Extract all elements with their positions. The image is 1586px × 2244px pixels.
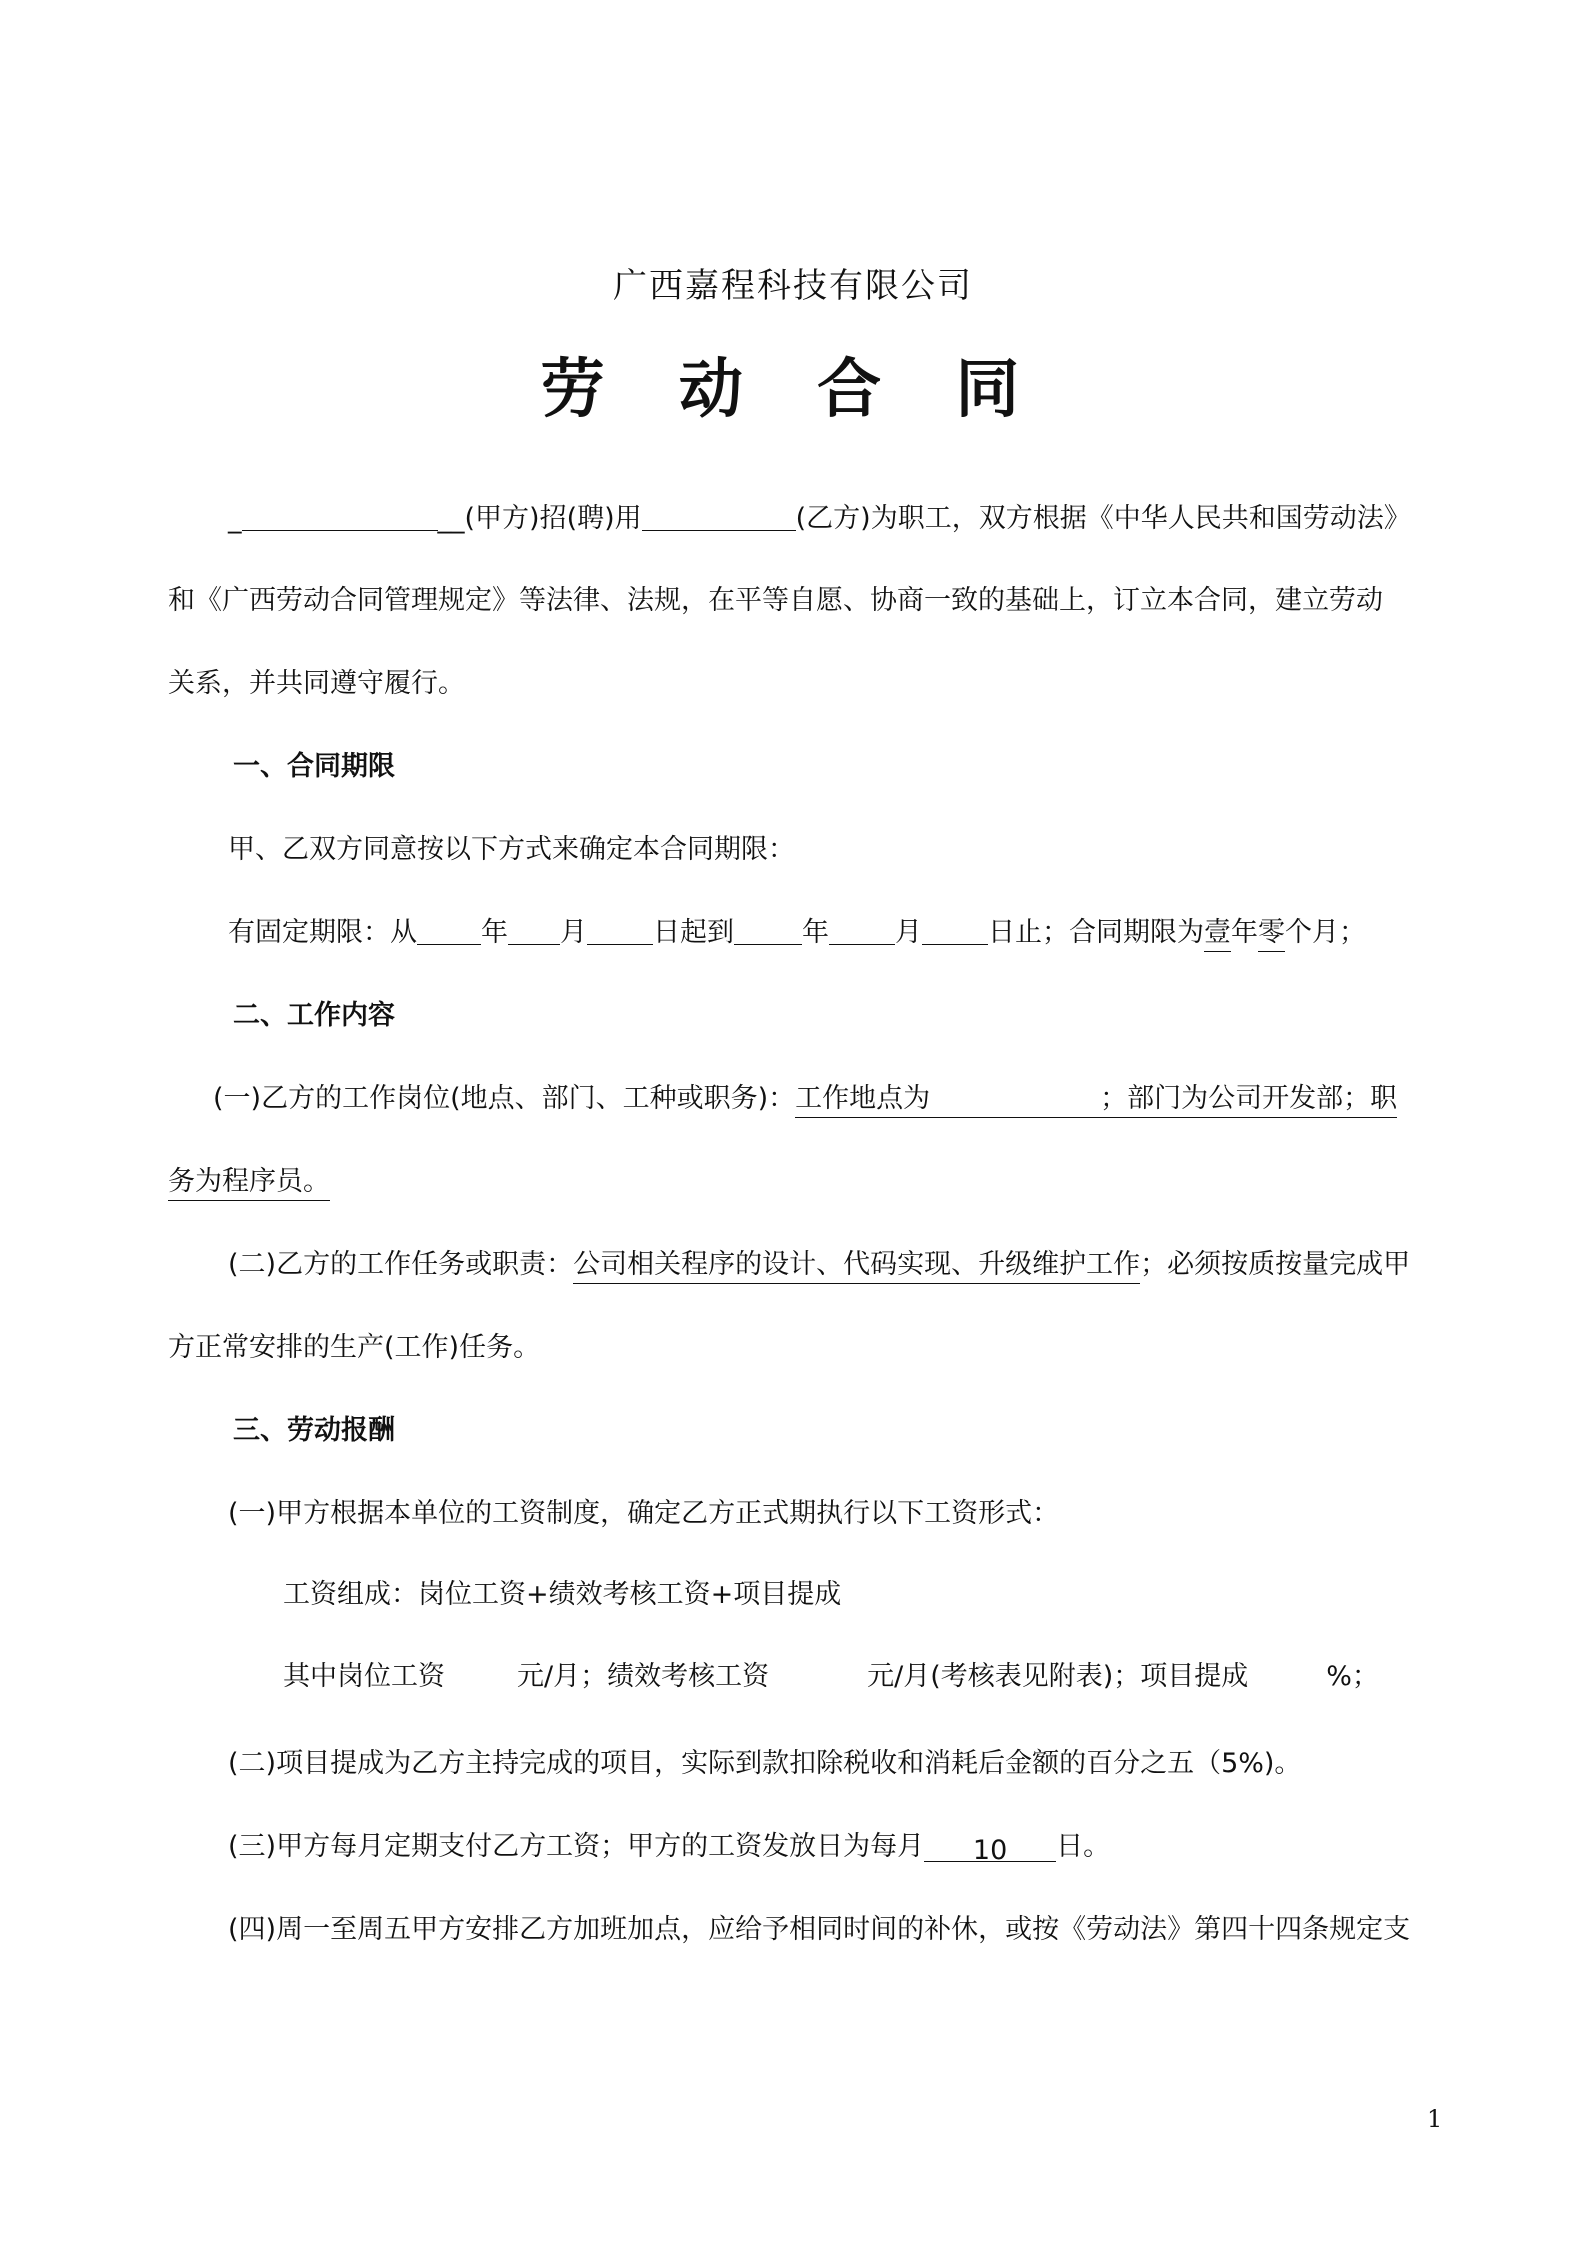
pay-day-value: 10 [924,1831,1056,1862]
month-label-2: 月 [895,917,922,948]
commission-label: 元/月(考核表见附表)；项目提成 [867,1661,1249,1692]
period-years-value: 壹 [1204,917,1231,952]
duties-label: (二)乙方的工作任务或职责： [228,1249,574,1280]
section-2-heading: 二、工作内容 [233,1000,395,1031]
intro-line-3: 关系，并共同遵守履行。 [168,668,465,699]
intro-line-2: 和《广西劳动合同管理规定》等法律、法规，在平等自愿、协商一致的基础上，订立本合同，建立劳动 [168,585,1383,616]
year-label: 年 [481,917,508,948]
wage-composition: 工资组成：岗位工资+绩效考核工资+项目提成 [283,1579,842,1610]
job-title-text: 务为程序员。 [168,1166,330,1201]
day-to-label: 日止；合同期限为 [988,917,1204,948]
company-name: 广西嘉程科技有限公司 [613,266,973,306]
section-3-heading: 三、劳动报酬 [233,1415,395,1446]
period-year-unit: 年 [1231,917,1258,948]
start-day-blank [587,914,653,945]
position-value [795,1083,1397,1118]
pay-day-label: (三)甲方每月定期支付乙方工资；甲方的工资发放日为每月 [228,1831,925,1862]
section-3-item-1: (一)甲方根据本单位的工资制度，确定乙方正式期执行以下工资形式： [228,1498,1060,1529]
end-day-blank [922,914,988,945]
document-title: 劳 动 合 同 [540,353,1046,427]
department-text: ；部门为公司开发部；职 [1100,1083,1398,1114]
intro-line-1 [228,499,1411,539]
base-wage-label: 其中岗位工资 [283,1661,445,1692]
period-month-unit: 个月； [1285,917,1366,948]
party-b-blank [642,500,796,531]
page-number: 1 [1427,2105,1443,2133]
section-3-item-3 [228,1827,1110,1867]
day-from-label: 日起到 [653,917,734,948]
section-2-item-1 [213,1079,1397,1119]
start-month-blank [508,914,560,945]
intro-prefix: _ [228,503,242,534]
section-2-item-2-cont: 方正常安排的生产(工作)任务。 [168,1332,541,1363]
duties-rest: ；必须按质按量完成甲 [1140,1249,1411,1280]
section-2-item-1-cont [168,1162,330,1202]
section-1-heading: 一、合同期限 [233,751,395,782]
intro-party-b-label: (乙方)为职工，双方根据《中华人民共和国劳动法》 [795,503,1411,534]
section-2-item-2 [228,1245,1410,1285]
workplace-label: 工作地点为 [795,1083,931,1114]
start-year-blank [417,914,481,945]
fixed-term-line [228,913,1366,953]
position-label: (一)乙方的工作岗位(地点、部门、工种或职务)： [213,1083,796,1114]
wage-detail [283,1657,1379,1697]
party-a-blank [242,500,438,531]
percent-sign: %； [1326,1661,1379,1692]
period-months-value: 零 [1258,917,1285,952]
end-year-blank [734,914,802,945]
section-3-item-2: (二)项目提成为乙方主持完成的项目，实际到款扣除税收和消耗后金额的百分之五（5%)。 [228,1748,1302,1779]
pay-day-suffix: 日。 [1056,1831,1111,1862]
section-3-item-4: (四)周一至周五甲方安排乙方加班加点，应给予相同时间的补休，或按《劳动法》第四十四条规定支 [228,1914,1411,1945]
fixed-term-label: 有固定期限：从 [228,917,417,948]
section-1-intro: 甲、乙双方同意按以下方式来确定本合同期限： [228,834,795,865]
year-label-2: 年 [802,917,829,948]
month-label: 月 [560,917,587,948]
end-month-blank [829,914,895,945]
performance-wage-label: 元/月；绩效考核工资 [517,1661,770,1692]
duties-value: 公司相关程序的设计、代码实现、升级维护工作 [573,1249,1140,1284]
intro-party-a-label: __(甲方)招(聘)用 [437,503,642,534]
